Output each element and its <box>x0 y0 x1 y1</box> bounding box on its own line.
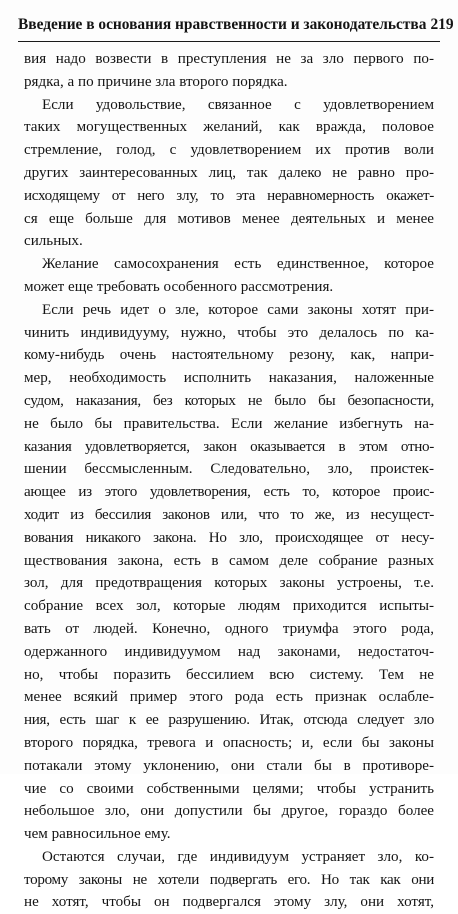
text-line: Остаются случаи, где индивидуум устраняет зло, ко- <box>42 848 434 865</box>
text-line: вования никакого закона. Но зло, происходящее от несу- <box>24 529 434 546</box>
page-number: 219 <box>430 16 454 33</box>
body-text <box>24 48 434 914</box>
text-line: собрание всех зол, которые людям приходится испыты- <box>24 598 434 615</box>
text-line: торому законы не хотели подвергать его. Но так как они <box>24 871 434 888</box>
text-line: шении бессмысленным. Следовательно, зло, проистек- <box>24 461 434 478</box>
text-line: Желание самосохранения есть единственное, которое <box>42 256 434 273</box>
running-header <box>18 12 454 36</box>
running-header-title: Введение в основания нравственности и законодательства <box>18 16 427 33</box>
text-line: ществования закона, есть в самом деле собрание разных <box>24 552 434 569</box>
text-line: исходящему от него злу, то эта неравномерность окажет- <box>24 187 434 204</box>
text-line: других заинтересованных лиц, так далеко не равно про- <box>24 164 434 181</box>
text-line: чие со своими собственными целями; чтобы устранить <box>24 780 434 797</box>
text-line: вать от людей. Конечно, одного триумфа этого рода, <box>24 620 434 637</box>
text-line: зол, для предотвращения которых законы устроены, т.е. <box>24 575 434 592</box>
text-line: судом, наказания, без которых не было бы безопасности, <box>24 392 434 409</box>
text-line: ся еще больше для мотивов менее деятельных и менее <box>24 210 434 227</box>
text-line: менее всякий пример этого рода есть признак ослабле- <box>24 689 434 706</box>
header-rule <box>18 41 440 42</box>
text-line: Если речь идет о зле, которое сами законы хотят при- <box>42 301 434 318</box>
text-line: потакали этому уклонению, они стали бы в противоре- <box>24 757 434 774</box>
text-line: стремление, голод, с удовлетворением их против воли <box>24 142 434 159</box>
text-line: казания удовлетворяется, закон оказывается в этом отно- <box>24 438 434 455</box>
text-line: мер, необходимость исполнить наказания, наложенные <box>24 370 434 387</box>
text-line: ходит из бессилия законов или, что то же, из несущест- <box>24 506 434 523</box>
text-line: ния, есть шаг к ее разрушению. Итак, отсюда следует зло <box>24 712 434 729</box>
text-line: не хотят, чтобы он подвергался этому злу, они хотят, <box>24 894 434 911</box>
text-line: таких могущественных желаний, как вражда, половое <box>24 119 434 136</box>
text-line: может еще требовать особенного рассмотрения. <box>24 278 334 295</box>
text-line: небольшое зло, они допустили бы другое, гораздо более <box>24 803 434 820</box>
text-line: кому-нибудь очень настоятельному резону, как, напри- <box>24 347 434 364</box>
text-line: ающее из этого удовлетворения, есть то, которое проис- <box>24 484 434 501</box>
text-line: сильных. <box>24 233 83 250</box>
text-line: Если удовольствие, связанное с удовлетворением <box>42 96 434 113</box>
text-line: вия надо возвести в преступления не за зло первого по- <box>24 51 434 67</box>
text-line: но, чтобы поразить бессилием всю систему. Тем не <box>24 666 434 683</box>
text-line: чинить индивидууму, нужно, чтобы это делалось по ка- <box>24 324 434 341</box>
text-line: второго порядка, тревога и опасность; и, если бы законы <box>24 734 434 751</box>
text-line: рядка, а по причине зла второго порядка. <box>24 73 288 90</box>
text-line: одержанного индивидуумом над законами, недостаточ- <box>24 643 434 660</box>
text-line: чем равносильное ему. <box>24 826 171 843</box>
text-line: не было бы правительства. Если желание избегнуть на- <box>24 415 434 432</box>
